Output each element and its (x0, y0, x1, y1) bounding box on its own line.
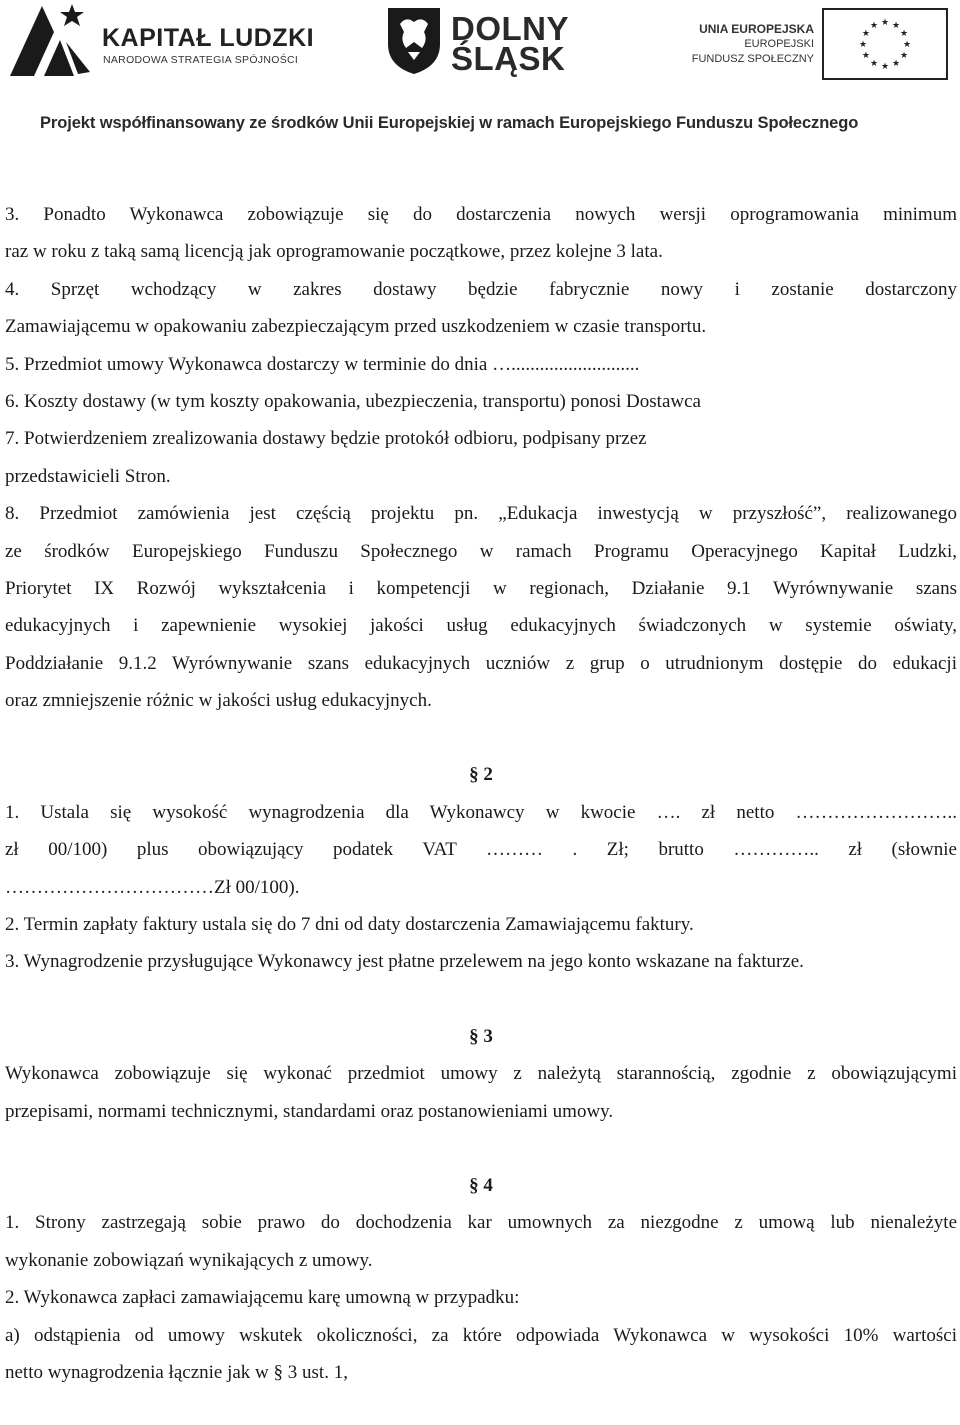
kapital-ludzki-logo-icon (4, 2, 94, 78)
spacer (5, 719, 957, 756)
section-4-para-1-line2: wykonanie zobowiązań wynikających z umowy. (5, 1249, 373, 1271)
paragraph-3-line2: raz w roku z taką samą licencją jak oprogramowanie początkowe, przez kolejne 3 lata. (5, 241, 663, 263)
eu-flag-icon (822, 8, 948, 80)
spacer (5, 1130, 957, 1167)
eu-star-icon: ★ (880, 61, 890, 71)
document-header (0, 0, 960, 140)
section-3-heading: § 3 (469, 1025, 493, 1047)
eu-star-icon: ★ (891, 58, 901, 69)
eu-name-line2: EUROPEJSKI (744, 38, 814, 50)
paragraph-7-line1: 7. Potwierdzeniem zrealizowania dostawy będzie protokół odbioru, podpisany przez (5, 428, 647, 450)
paragraph-5: 5. Przedmiot umowy Wykonawca dostarczy w terminie do dnia …........................... (5, 353, 640, 375)
document-body (5, 196, 957, 1391)
eu-star-icon: ★ (900, 28, 909, 38)
section-2-para-1-line2: zł 00/100) plus obowiązujący podatek VAT ……… . Zł; brutto ………….. zł (słownie (5, 839, 957, 861)
paragraph-8-line2: ze środków Europejskiego Funduszu Społecznego w ramach Programu Operacyjnego Kapitał Ludzki, (5, 540, 957, 562)
section-4-para-1-line1: 1. Strony zastrzegają sobie prawo do dochodzenia kar umownych za niezgodne z umową lub nienależyte (5, 1212, 957, 1234)
paragraph-8-line5: Poddziałanie 9.1.2 Wyrównywanie szans edukacyjnych uczniów z grup o utrudnionym dostępie do edukacji (5, 652, 957, 674)
paragraph-7-line2: przedstawicieli Stron. (5, 465, 171, 487)
section-2-para-1-line3: ……………………………Zł 00/100). (5, 876, 300, 898)
section-2-heading: § 2 (469, 764, 493, 786)
dolny-slask-logo (384, 2, 614, 82)
eu-star-icon: ★ (880, 17, 890, 27)
eu-star-icon: ★ (902, 39, 912, 49)
section-3-line2: przepisami, normami technicznymi, standardami oraz postanowieniami umowy. (5, 1100, 614, 1122)
section-4-heading: § 4 (469, 1174, 493, 1196)
dolny-slask-shield-icon (384, 4, 444, 76)
cofinancing-tagline: Projekt współfinansowany ze środków Unii Europejskiej w ramach Europejskiego Funduszu Społecznego (40, 114, 859, 132)
spacer (5, 981, 957, 1018)
eu-star-icon: ★ (861, 50, 870, 60)
kapital-ludzki-logo (4, 2, 324, 80)
section-3-line1: Wykonawca zobowiązuje się wykonać przedmiot umowy z należytą starannością, zgodnie z obowiązującymi (5, 1063, 957, 1085)
section-4-item-a-line1: a) odstąpienia od umowy wskutek okoliczności, za które odpowiada Wykonawca w wysokości 10% wartości (5, 1324, 957, 1346)
dolny-slask-name-line1: DOLNY (451, 10, 569, 47)
eu-star-icon: ★ (861, 28, 870, 38)
paragraph-6: 6. Koszty dostawy (w tym koszty opakowania, ubezpieczenia, transportu) ponosi Dostawca (5, 390, 701, 412)
paragraph-8-line3: Priorytet IX Rozwój wykształcenia i kompetencji w regionach, Działanie 9.1 Wyrównywanie szans (5, 577, 957, 599)
eu-star-icon: ★ (858, 39, 868, 49)
eu-star-icon: ★ (900, 50, 909, 60)
section-4-item-a-line2: netto wynagrodzenia łącznie jak w § 3 ust. 1, (5, 1361, 348, 1383)
eu-star-icon: ★ (891, 19, 901, 30)
paragraph-4-line2: Zamawiającemu w opakowaniu zabezpieczającym przed uszkodzeniem w czasie transportu. (5, 316, 707, 338)
eu-logo (672, 2, 954, 82)
section-4-para-2: 2. Wykonawca zapłaci zamawiającemu karę umowną w przypadku: (5, 1287, 520, 1309)
eu-name-line1: UNIA EUROPEJSKA (699, 22, 814, 36)
section-2-para-2: 2. Termin zapłaty faktury ustala się do 7 dni od daty dostarczenia Zamawiającemu faktury. (5, 914, 694, 936)
paragraph-8-line4: edukacyjnych i zapewnienie wysokiej jakości usług edukacyjnych świadczonych w systemie oświaty, (5, 615, 957, 637)
paragraph-3-line1: 3. Ponadto Wykonawca zobowiązuje się do dostarczenia nowych wersji oprogramowania minimum (5, 204, 957, 225)
eu-star-icon: ★ (869, 58, 879, 69)
paragraph-8-line6: oraz zmniejszenie różnic w jakości usług edukacyjnych. (5, 690, 432, 712)
dolny-slask-name-line2: ŚLĄSK (451, 40, 566, 77)
eu-star-icon: ★ (869, 19, 879, 30)
section-2-para-3: 3. Wynagrodzenie przysługujące Wykonawcy jest płatne przelewem na jego konto wskazane na fakturze. (5, 951, 804, 973)
paragraph-8-line1: 8. Przedmiot zamówienia jest częścią projektu pn. „Edukacja inwestycją w przyszłość”, realizowanego (5, 503, 957, 525)
kapital-ludzki-subtitle: NARODOWA STRATEGIA SPÓJNOŚCI (103, 54, 299, 66)
section-2-para-1-line1: 1. Ustala się wysokość wynagrodzenia dla Wykonawcy w kwocie …. zł netto …………………….. (5, 801, 957, 823)
eu-name-line3: FUNDUSZ SPOŁECZNY (691, 53, 814, 65)
paragraph-4-line1: 4. Sprzęt wchodzący w zakres dostawy będzie fabrycznie nowy i zostanie dostarczony (5, 278, 957, 300)
kapital-ludzki-title: KAPITAŁ LUDZKI (102, 24, 315, 52)
